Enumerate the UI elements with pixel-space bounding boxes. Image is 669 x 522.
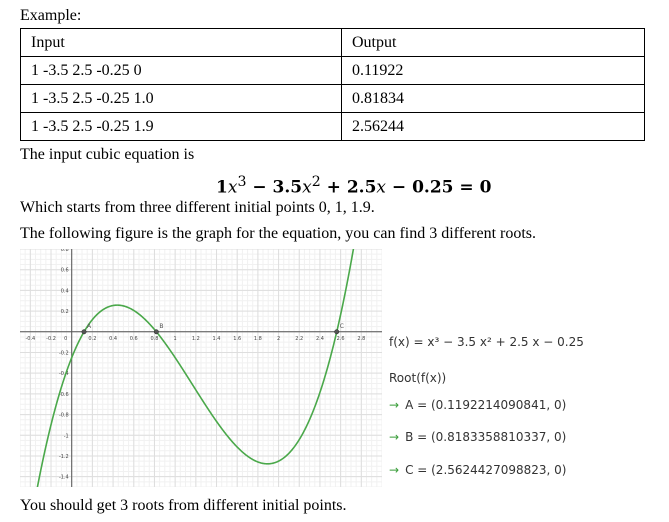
eq-pow2: 2 xyxy=(311,174,321,190)
table-row xyxy=(21,57,645,85)
x-tick-label: 1.4 xyxy=(212,335,221,342)
root-b-value: B = (0.8183358810337, 0) xyxy=(405,430,567,444)
y-tick-label: 0.8 xyxy=(60,249,69,253)
output-cell: 2.56244 xyxy=(342,113,645,141)
x-tick-label: 1.6 xyxy=(233,335,242,342)
y-tick-label: 0.4 xyxy=(60,288,69,295)
x-tick-label: 0.2 xyxy=(88,335,97,342)
plot-svg xyxy=(20,249,382,487)
y-tick-label: -1.2 xyxy=(58,453,69,460)
input-cell: 1 -3.5 2.5 -0.25 1.9 xyxy=(21,113,342,141)
eq-pow3: 3 xyxy=(237,174,247,190)
eq-term3: + 2.5 xyxy=(320,177,377,198)
example-table xyxy=(20,28,645,141)
eq-x: x xyxy=(302,177,312,198)
output-cell: 0.11922 xyxy=(342,57,645,85)
arrow-icon: → xyxy=(389,430,400,444)
y-tick-label: -1 xyxy=(63,433,69,440)
x-tick-label: 1.2 xyxy=(191,335,200,342)
x-tick-label: 2.4 xyxy=(315,335,324,342)
root-point-label: A xyxy=(87,322,92,330)
x-tick-label: 0.6 xyxy=(129,335,138,342)
table-row xyxy=(21,113,645,141)
x-tick-label: -0.4 xyxy=(25,335,36,342)
x-tick-label: 0.4 xyxy=(109,335,118,342)
x-tick-label: 2.6 xyxy=(336,335,345,342)
x-tick-label: 2.8 xyxy=(357,335,366,342)
input-cell: 1 -3.5 2.5 -0.25 0 xyxy=(21,57,342,85)
root-point xyxy=(154,330,158,334)
root-command: Root(f(x)) xyxy=(389,371,447,385)
footer-text: You should get 3 roots from different initial points. xyxy=(20,497,347,514)
example-heading: Example: xyxy=(20,7,82,24)
root-point xyxy=(82,330,86,334)
eq-term2: − 3.5 xyxy=(246,177,303,198)
root-point-label: C xyxy=(339,322,344,330)
cubic-equation xyxy=(216,171,491,199)
eq-coef: 1 xyxy=(216,177,228,198)
x-tick-label: 0.8 xyxy=(150,335,159,342)
root-c-row xyxy=(389,463,566,477)
y-tick-label: -0.2 xyxy=(58,350,69,357)
function-graph xyxy=(20,249,382,487)
y-tick-label: 0.2 xyxy=(60,309,69,316)
header-output: Output xyxy=(342,29,645,57)
root-b-row xyxy=(389,430,566,444)
starts-text: Which starts from three different initial points 0, 1, 1.9. xyxy=(20,199,375,216)
root-a-value: A = (0.1192214090841, 0) xyxy=(405,398,567,412)
y-tick-label: -0.6 xyxy=(58,391,69,398)
x-tick-label: 2 xyxy=(276,335,281,342)
y-tick-label: -0.4 xyxy=(58,371,69,378)
eq-x: x xyxy=(376,177,386,198)
root-c-value: C = (2.5624427098823, 0) xyxy=(405,463,567,477)
output-cell: 0.81834 xyxy=(342,85,645,113)
x-tick-label: -0.2 xyxy=(46,335,56,342)
arrow-icon: → xyxy=(389,463,400,477)
header-input: Input xyxy=(21,29,342,57)
x-tick-label: 0 xyxy=(64,335,68,342)
figure-caption: The following figure is the graph for the equation, you can find 3 different roots. xyxy=(20,225,537,242)
intro-text: The input cubic equation is xyxy=(20,146,195,163)
y-tick-label: 0.6 xyxy=(60,267,69,274)
root-point xyxy=(335,330,339,334)
x-tick-label: 1.8 xyxy=(253,335,262,342)
eq-term4: − 0.25 = 0 xyxy=(386,177,492,198)
root-point-label: B xyxy=(159,322,164,330)
table-header-row xyxy=(21,29,645,57)
root-a-row xyxy=(389,398,566,412)
function-definition: f(x) = x³ − 3.5 x² + 2.5 x − 0.25 xyxy=(389,335,584,349)
eq-x: x xyxy=(227,177,238,198)
x-tick-label: 1 xyxy=(173,335,177,342)
arrow-icon: → xyxy=(389,398,400,412)
y-tick-label: -0.8 xyxy=(58,412,69,419)
x-tick-label: 2.2 xyxy=(295,335,304,342)
input-cell: 1 -3.5 2.5 -0.25 1.0 xyxy=(21,85,342,113)
table-row xyxy=(21,85,645,113)
y-tick-label: -1.4 xyxy=(58,474,69,481)
